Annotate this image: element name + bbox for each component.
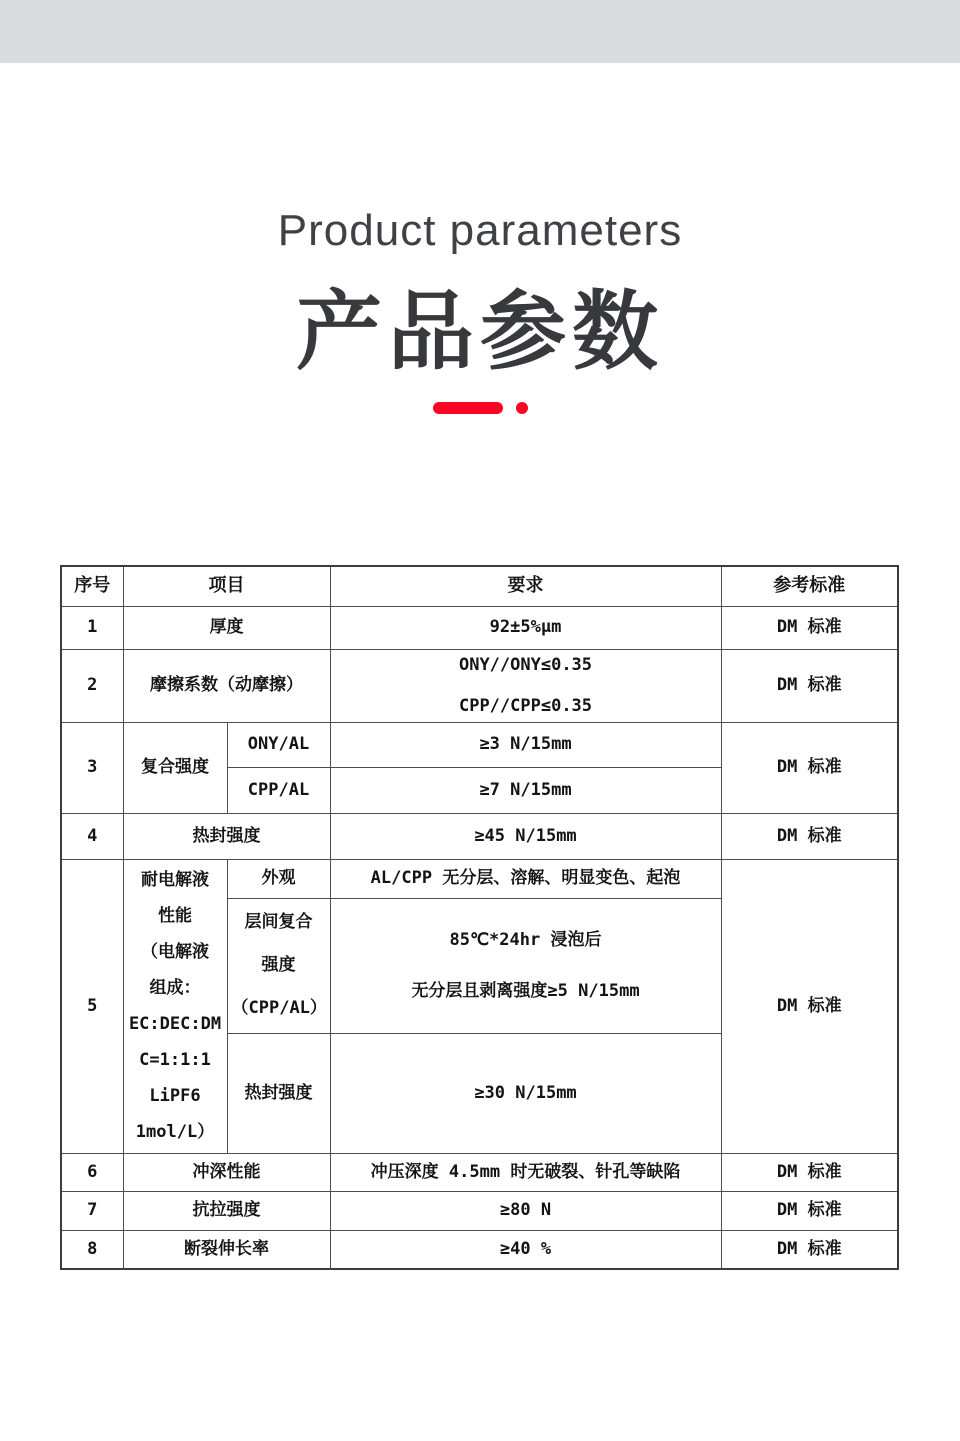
row5-item-line5: EC:DEC:DM [128, 1014, 222, 1034]
row1-requirement: 92±5%μm [330, 606, 721, 649]
row5-sub2-label-line1: 层间复合 [244, 912, 313, 932]
row1-item: 厚度 [123, 606, 330, 649]
row5-sub2-requirement-line1: 85℃*24hr 浸泡后 [449, 929, 602, 950]
row1-no: 1 [61, 606, 123, 649]
row5-sub2-requirement-line2: 无分层且剥离强度≥5 N/15mm [411, 980, 640, 1001]
row7-standard: DM 标准 [721, 1191, 898, 1230]
table-header-row [61, 566, 898, 606]
title-divider [0, 402, 960, 414]
table-row [61, 649, 898, 722]
table-row [61, 722, 898, 767]
row5-no: 5 [61, 859, 123, 1153]
row2-requirement-line2: CPP//CPP≤0.35 [458, 695, 593, 716]
col-header-requirement: 要求 [330, 566, 721, 606]
row5-sub3-requirement: ≥30 N/15mm [330, 1033, 721, 1153]
top-gray-bar [0, 0, 960, 63]
row3-item: 复合强度 [123, 722, 227, 813]
section-title-chinese: 产品参数 [296, 284, 664, 380]
table-row [61, 813, 898, 859]
table-row [61, 1191, 898, 1230]
row5-item-line2: 性能 [158, 906, 192, 926]
row6-item: 冲深性能 [123, 1153, 330, 1191]
row5-item-line7: LiPF6 [149, 1086, 201, 1106]
row8-standard: DM 标准 [721, 1230, 898, 1269]
row2-requirement-line1: ONY//ONY≤0.35 [458, 654, 593, 675]
row2-item: 摩擦系数（动摩擦） [123, 649, 330, 722]
row5-item [123, 859, 227, 1153]
row8-item: 断裂伸长率 [123, 1230, 330, 1269]
row5-sub1-label: 外观 [227, 859, 330, 898]
divider-bar-icon [433, 402, 503, 414]
table-row [61, 859, 898, 898]
row3-sub1-requirement: ≥3 N/15mm [330, 722, 721, 767]
row8-requirement: ≥40 % [330, 1230, 721, 1269]
divider-dot-icon [516, 402, 528, 414]
section-title-english: Product parameters [277, 206, 683, 255]
row5-standard: DM 标准 [721, 859, 898, 1153]
row4-requirement: ≥45 N/15mm [330, 813, 721, 859]
row7-item: 抗拉强度 [123, 1191, 330, 1230]
row3-sub2-requirement: ≥7 N/15mm [330, 767, 721, 813]
row5-item-line8: 1mol/L） [135, 1122, 215, 1142]
row4-no: 4 [61, 813, 123, 859]
row5-sub1-requirement: AL/CPP 无分层、溶解、明显变色、起泡 [330, 859, 721, 898]
row5-item-line3: （电解液 [141, 942, 209, 962]
row6-requirement: 冲压深度 4.5mm 时无破裂、针孔等缺陷 [330, 1153, 721, 1191]
table-row [61, 1153, 898, 1191]
row5-sub2-label-line2: 强度 [261, 955, 296, 975]
row3-standard: DM 标准 [721, 722, 898, 813]
row5-sub2-label-line3: （CPP/AL） [231, 998, 327, 1018]
row8-no: 8 [61, 1230, 123, 1269]
col-header-item: 项目 [123, 566, 330, 606]
row1-standard: DM 标准 [721, 606, 898, 649]
table-row [61, 606, 898, 649]
row3-no: 3 [61, 722, 123, 813]
row7-requirement: ≥80 N [330, 1191, 721, 1230]
row5-sub2-label [227, 898, 330, 1033]
row5-sub2-requirement [330, 898, 721, 1033]
row7-no: 7 [61, 1191, 123, 1230]
row5-item-line1: 耐电解液 [141, 870, 209, 890]
row5-item-line6: C=1:1:1 [139, 1050, 211, 1070]
row6-no: 6 [61, 1153, 123, 1191]
row3-sub2-label: CPP/AL [227, 767, 330, 813]
row4-standard: DM 标准 [721, 813, 898, 859]
row4-item: 热封强度 [123, 813, 330, 859]
product-parameters-table [60, 565, 899, 1270]
col-header-no: 序号 [61, 566, 123, 606]
table-row [61, 1230, 898, 1269]
col-header-standard: 参考标准 [721, 566, 898, 606]
row6-standard: DM 标准 [721, 1153, 898, 1191]
row3-sub1-label: ONY/AL [227, 722, 330, 767]
row2-no: 2 [61, 649, 123, 722]
row5-item-line4: 组成： [149, 978, 201, 998]
row5-sub3-label: 热封强度 [227, 1033, 330, 1153]
row2-requirement [330, 649, 721, 722]
row2-standard: DM 标准 [721, 649, 898, 722]
